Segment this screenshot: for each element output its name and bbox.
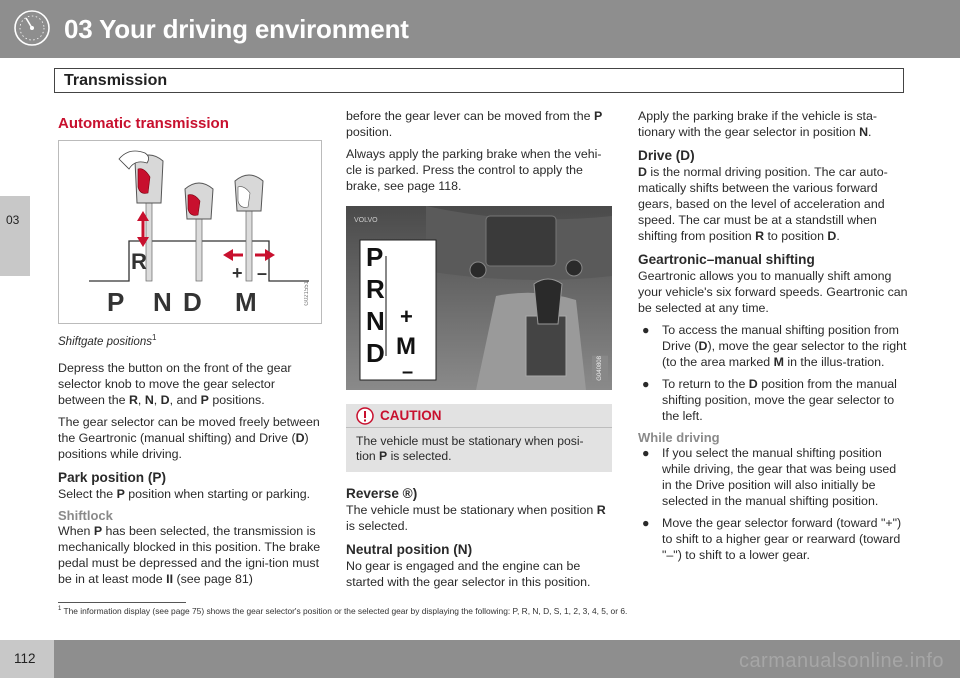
selector-letter-d: D bbox=[366, 338, 385, 368]
figure-caption: Shiftgate positions$^1$ bbox=[58, 333, 157, 348]
heading-reverse: Reverse ®) bbox=[346, 486, 418, 501]
paragraph-neutral: No gear is engaged and the engine can be started with the gear selector in this position. bbox=[346, 559, 591, 589]
heading-neutral: Neutral position (N) bbox=[346, 542, 473, 557]
selector-plus: + bbox=[400, 304, 413, 329]
list-item: ● If you select the manual shifting position while driving, the gear that was being used in the Drive position will also initially be selected in the manual shifting position. bbox=[642, 446, 897, 508]
paragraph-depress-button: Depress the button on the front of the gear selector knob to move the gear selector between the R, N, D, and P positions. bbox=[58, 360, 292, 407]
heading-geartronic: Geartronic–manual shifting bbox=[638, 252, 815, 267]
bullet-icon: ● bbox=[642, 323, 650, 337]
section-header bbox=[54, 68, 904, 93]
heading-automatic-transmission: Automatic transmission bbox=[58, 115, 229, 132]
warning-exclamation-icon bbox=[356, 407, 374, 425]
gear-selector-photo bbox=[346, 206, 612, 390]
gate-label-n: N bbox=[153, 287, 172, 317]
chapter-header bbox=[0, 0, 960, 58]
selector-m: M bbox=[396, 333, 416, 360]
paragraph-parking-brake-n: Apply the parking brake if the vehicle is sta-tionary with the gear selector in position N. bbox=[638, 109, 877, 139]
list-item: ● To access the manual shifting position from Drive (D), move the gear selector to the right (to the area marked M in the illus-tration. bbox=[642, 323, 907, 369]
bullet-icon: ● bbox=[642, 516, 650, 530]
shiftgate-drawing bbox=[59, 141, 321, 323]
caution-title: CAUTION bbox=[380, 408, 442, 423]
paragraph-moved-freely: The gear selector can be moved freely between the Geartronic (manual shifting) and Drive (D) positions while driving. bbox=[58, 414, 320, 461]
gate-label-m: M bbox=[235, 287, 257, 317]
paragraph-shiftlock: When P has been selected, the transmission is mechanically blocked in this position. The brake pedal must be depressed and the igni-tion must be in at least mode II (see page 81) bbox=[58, 523, 321, 586]
figure-code: G021551 bbox=[304, 281, 310, 306]
shiftgate-illustration bbox=[58, 140, 322, 324]
page-number: 112 bbox=[14, 651, 36, 666]
watermark: carmanualsonline.info bbox=[738, 650, 944, 672]
bullet-list-manual-shifting bbox=[638, 322, 908, 424]
paragraph-before-lever: before the gear lever can be moved from the P position. bbox=[346, 109, 603, 139]
gate-label-plus: + bbox=[232, 263, 243, 283]
gate-label-p: P bbox=[107, 287, 125, 317]
heading-while-driving: While driving bbox=[638, 430, 720, 445]
paragraph-drive: D is the normal driving position. The car auto-matically shifts between the various forward gears, based on the level of acceleration and speed. The car must be at a standstill when shifting from position R to position D. bbox=[638, 165, 888, 243]
page-number-box bbox=[0, 640, 54, 678]
chapter-side-tab bbox=[0, 196, 30, 276]
selector-letter-n: N bbox=[366, 306, 385, 336]
heading-shiftlock: Shiftlock bbox=[58, 507, 113, 523]
paragraph-geartronic: Geartronic allows you to manually shift among your vehicle's six forward speeds. Geartronic can be selected at any time. bbox=[638, 269, 908, 315]
gauge-icon bbox=[12, 8, 52, 48]
selector-letter-r: R bbox=[366, 274, 385, 304]
caution-text: The vehicle must be stationary when posi-tion P is selected. bbox=[356, 434, 584, 463]
heading-drive: Drive (D) bbox=[638, 148, 695, 163]
footnote: $^1$ The information display (see page 75) shows the gear selector's position or the selected gear by displaying the following: P, R, N, D, S, 1, 2, 3, 4, 5, or 6. bbox=[58, 606, 628, 616]
side-tab-label: 03 bbox=[6, 213, 20, 227]
paragraph-park: Select the P position when starting or parking. bbox=[58, 486, 311, 501]
caution-box bbox=[346, 404, 612, 472]
gate-label-d: D bbox=[183, 287, 202, 317]
gear-selector-drawing bbox=[346, 206, 612, 390]
bullet-icon: ● bbox=[642, 377, 650, 391]
column-1 bbox=[58, 108, 323, 593]
section-title: Transmission bbox=[64, 72, 168, 89]
chapter-title: 03 Your driving environment bbox=[64, 14, 409, 44]
list-item: ● To return to the D position from the manual shifting position, move the gear selector to the left. bbox=[642, 377, 897, 423]
column-2 bbox=[346, 108, 612, 596]
gate-label-r: R bbox=[131, 249, 147, 274]
bullet-icon: ● bbox=[642, 446, 650, 460]
page-footer bbox=[0, 640, 960, 678]
gate-label-minus: – bbox=[257, 263, 268, 283]
paragraph-parking-brake: Always apply the parking brake when the vehi-cle is parked. Press the control to apply the brake, see page 118. bbox=[346, 147, 602, 193]
heading-park-position: Park position (P) bbox=[58, 469, 167, 485]
figure-code: G040808 bbox=[592, 356, 608, 381]
brand-label: VOLVO bbox=[354, 217, 378, 224]
column-3 bbox=[638, 108, 908, 569]
list-item: ● Move the gear selector forward (toward "+") to shift to a higher gear or rearward (toward "–") to shift to a lower gear. bbox=[642, 516, 902, 562]
selector-minus: – bbox=[402, 361, 414, 383]
footnote-divider bbox=[58, 602, 186, 603]
selector-letter-p: P bbox=[366, 242, 384, 272]
bullet-list-while-driving bbox=[638, 445, 908, 563]
paragraph-reverse: The vehicle must be stationary when position R is selected. bbox=[346, 503, 606, 533]
